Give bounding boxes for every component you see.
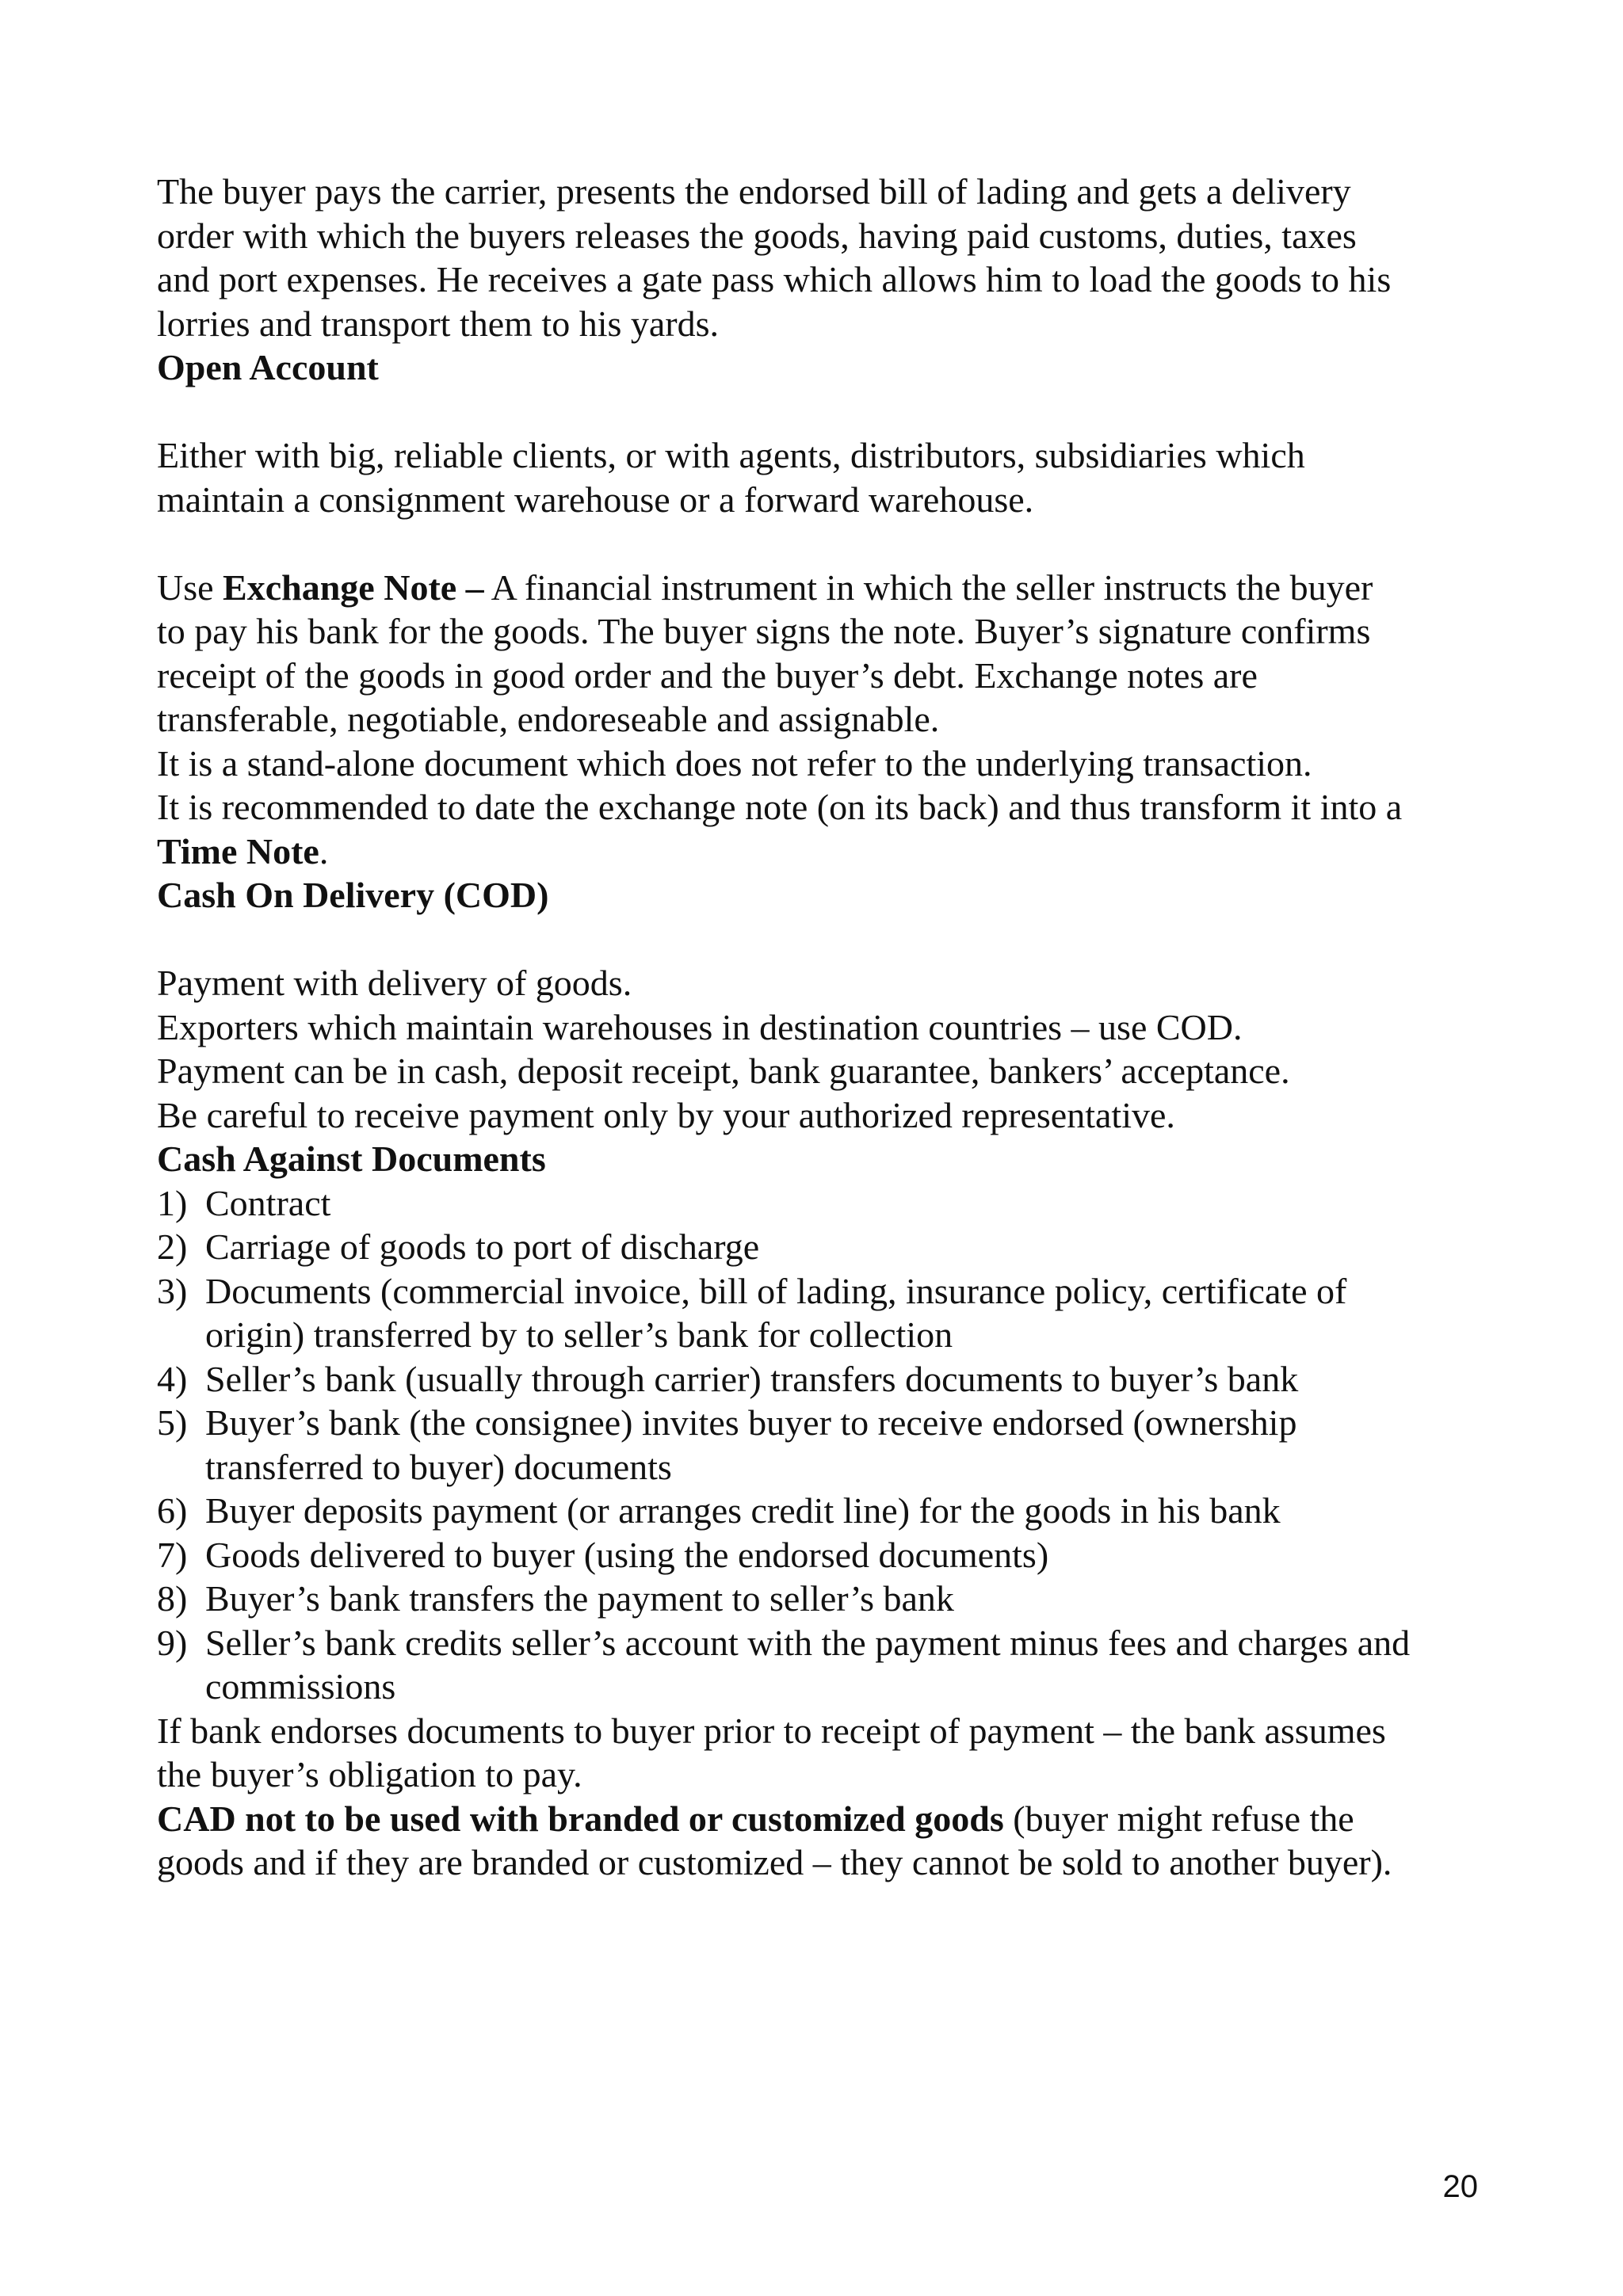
cad-endorse-line: the buyer’s obligation to pay. — [157, 1754, 582, 1794]
cad-warning-rest: (buyer might refuse the — [1003, 1798, 1354, 1839]
intro-line: and port expenses. He receives a gate pass which allows him to load the goods to his — [157, 259, 1392, 299]
step-number: 7) — [157, 1534, 188, 1575]
open-account-line: maintain a consignment warehouse or a forward warehouse. — [157, 479, 1034, 520]
list-item — [157, 1621, 1488, 1709]
list-item — [157, 1269, 1488, 1357]
time-note-suffix: . — [319, 830, 329, 871]
list-item — [157, 1357, 1488, 1402]
step-text: origin) transferred by to seller’s bank for collection — [205, 1314, 953, 1355]
cod-line: Payment with delivery of goods. — [157, 963, 632, 1003]
time-note-line — [157, 830, 1488, 874]
list-item — [157, 1489, 1488, 1533]
document-page — [157, 170, 1488, 1885]
list-item — [157, 1225, 1488, 1269]
cad-warning-first-line — [157, 1797, 1488, 1841]
list-item — [157, 1401, 1488, 1489]
open-account-heading: Open Account — [157, 347, 379, 387]
exchange-note-first-line — [157, 566, 1488, 610]
exchange-note-paragraph — [157, 566, 1488, 874]
exchange-note-line: transferable, negotiable, endoreseable and assignable. — [157, 699, 940, 739]
exchange-note-line: receipt of the goods in good order and the buyer’s debt. Exchange notes are — [157, 654, 1258, 696]
list-item — [157, 1181, 1488, 1226]
step-text: Buyer deposits payment (or arranges credit line) for the goods in his bank — [205, 1490, 1281, 1531]
step-text: Buyer’s bank transfers the payment to seller’s bank — [205, 1578, 954, 1619]
exchange-note-line: to pay his bank for the goods. The buyer signs the note. Buyer’s signature confirms — [157, 611, 1371, 651]
cad-heading: Cash Against Documents — [157, 1138, 546, 1179]
open-account-paragraph — [157, 433, 1488, 521]
step-number: 6) — [157, 1490, 188, 1531]
step-text: Carriage of goods to port of discharge — [205, 1226, 760, 1267]
cad-endorse-line: If bank endorses documents to buyer prior to receipt of payment – the bank assumes — [157, 1710, 1386, 1751]
step-text: Documents (commercial invoice, bill of lading, insurance policy, certificate of — [205, 1270, 1347, 1311]
time-note-term: Time Note — [157, 830, 319, 871]
intro-line: lorries and transport them to his yards. — [157, 303, 720, 344]
step-text: Buyer’s bank (the consignee) invites buyer to receive endorsed (ownership — [205, 1402, 1297, 1443]
step-number: 4) — [157, 1358, 188, 1399]
exchange-note-prefix: Use — [157, 566, 223, 608]
exchange-note-definition: A financial instrument in which the seller instructs the buyer — [483, 566, 1373, 608]
step-text: Seller’s bank (usually through carrier) transfers documents to buyer’s bank — [205, 1358, 1299, 1399]
step-number: 3) — [157, 1270, 188, 1311]
step-text: Contract — [205, 1182, 331, 1223]
cad-endorse-paragraph — [157, 1709, 1488, 1797]
step-text: Seller’s bank credits seller’s account with the payment minus fees and charges and — [205, 1622, 1411, 1663]
cad-steps-list — [157, 1181, 1488, 1709]
step-text: Goods delivered to buyer (using the endorsed documents) — [205, 1534, 1049, 1575]
cod-heading: Cash On Delivery (COD) — [157, 875, 549, 915]
cod-line: Payment can be in cash, deposit receipt, bank guarantee, bankers’ acceptance. — [157, 1051, 1290, 1091]
step-number: 1) — [157, 1182, 188, 1223]
cad-warning-line: goods and if they are branded or customized – they cannot be sold to another buyer). — [157, 1842, 1392, 1882]
cad-warning-bold: CAD not to be used with branded or customized goods — [157, 1798, 1004, 1839]
intro-paragraph — [157, 170, 1488, 345]
cod-paragraph — [157, 961, 1488, 1137]
step-text: transferred to buyer) documents — [205, 1446, 672, 1487]
step-number: 9) — [157, 1622, 188, 1663]
exchange-note-line: It is recommended to date the exchange note (on its back) and thus transform it into a — [157, 787, 1403, 827]
page-number: 20 — [1442, 2169, 1478, 2204]
exchange-note-term: Exchange Note – — [223, 566, 484, 608]
cod-line: Exporters which maintain warehouses in destination countries – use COD. — [157, 1006, 1243, 1047]
step-text: commissions — [205, 1666, 396, 1707]
open-account-line: Either with big, reliable clients, or with agents, distributors, subsidiaries which — [157, 435, 1305, 475]
intro-line: order with which the buyers releases the goods, having paid customs, duties, taxes — [157, 215, 1357, 256]
list-item — [157, 1577, 1488, 1621]
exchange-note-line: It is a stand-alone document which does not refer to the underlying transaction. — [157, 742, 1312, 784]
step-number: 5) — [157, 1402, 188, 1443]
step-number: 8) — [157, 1578, 188, 1619]
cod-line: Be careful to receive payment only by your authorized representative. — [157, 1094, 1175, 1135]
step-number: 2) — [157, 1226, 188, 1267]
cad-warning-paragraph — [157, 1797, 1488, 1885]
list-item — [157, 1533, 1488, 1577]
intro-line: The buyer pays the carrier, presents the endorsed bill of lading and gets a delivery — [157, 171, 1351, 212]
